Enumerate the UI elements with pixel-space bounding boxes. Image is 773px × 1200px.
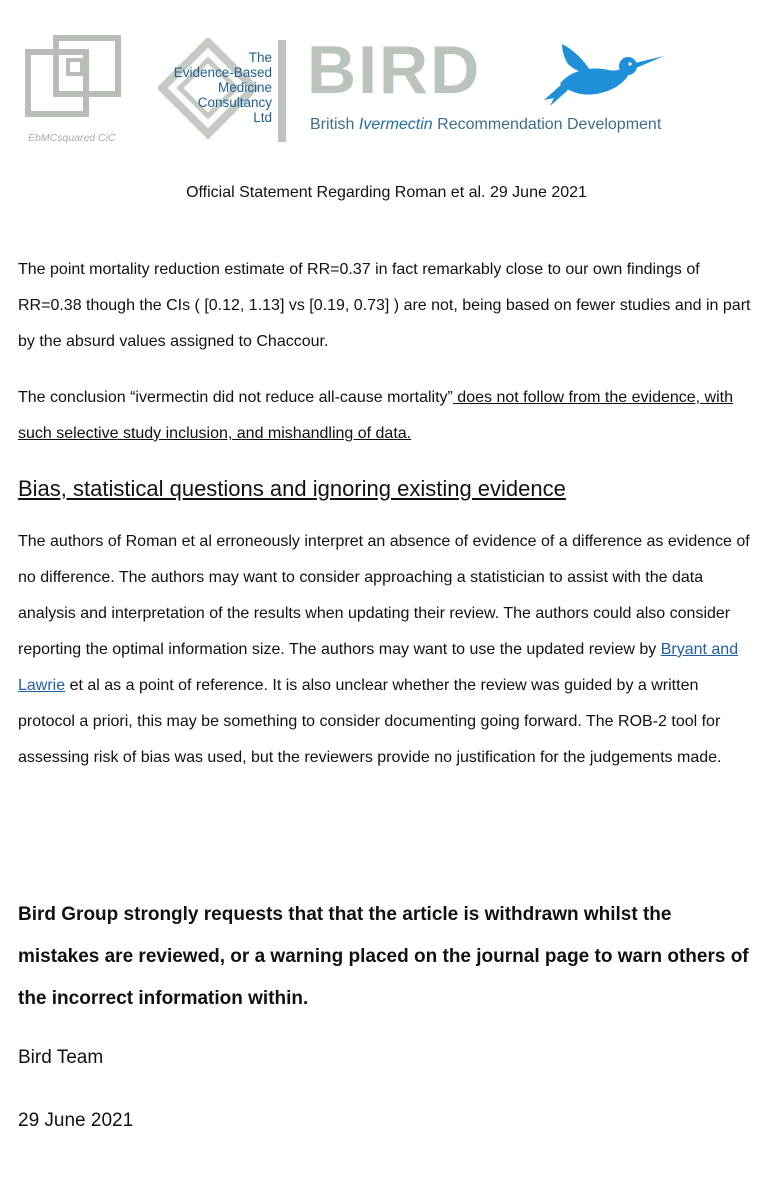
consultancy-name bbox=[158, 50, 272, 125]
bird-caption-pre: British bbox=[310, 116, 359, 133]
conclusion-quote: The conclusion “ivermectin did not reduce all-cause mortality” bbox=[18, 389, 453, 406]
withdrawal-request: Bird Group strongly requests that that the article is withdrawn whilst the mistakes are reviewed, or a warning placed on the journal page to warn others of the incorrect information within. bbox=[18, 904, 749, 1009]
paragraph-bias bbox=[18, 524, 758, 776]
squares-icon bbox=[24, 34, 124, 130]
consultancy-line: The bbox=[248, 50, 272, 65]
conclusion-rebuttal: does not follow from the evidence, with such selective study inclusion, and mishandling of data. bbox=[18, 389, 734, 442]
ebmcsquared-logo bbox=[24, 34, 144, 150]
paragraph-conclusion bbox=[18, 380, 758, 452]
bias-text-after-link: et al as a point of reference. It is also unclear whether the review was guided by a written protocol a priori, this may be something to consider documenting going forward. The ROB-2 tool for assessing risk of bias was used, but the reviewers provide no justification for the judgements made. bbox=[18, 677, 722, 766]
statement-title: Official Statement Regarding Roman et al. 29 June 2021 bbox=[186, 184, 587, 201]
consultancy-line: Ltd bbox=[253, 110, 272, 125]
section-heading: Bias, statistical questions and ignoring existing evidence bbox=[18, 476, 566, 501]
ebm-caption: EbMCsquared CiC bbox=[28, 132, 116, 144]
bird-wordmark: BIRD bbox=[307, 32, 482, 108]
bird-caption-ivermectin: Ivermectin bbox=[358, 116, 433, 133]
statement-date: 29 June 2021 bbox=[18, 1110, 134, 1131]
ebm-consultancy-logo bbox=[158, 38, 293, 150]
consultancy-line: Consultancy bbox=[197, 95, 272, 110]
logo-row bbox=[0, 0, 773, 160]
bryant-lawrie-link[interactable]: Bryant and Lawrie bbox=[18, 641, 739, 694]
bias-text-before-link: The authors of Roman et al erroneously interpret an absence of evidence of a difference as evidence of no difference. The authors may want to consider approaching a statistician to assist with the data analysis and interpretation of the results when updating their review. The authors could also consider reporting the optimal information size. The authors may want to use the updated review by bbox=[18, 533, 750, 658]
paragraph-mortality-estimate: The point mortality reduction estimate of RR=0.37 in fact remarkably close to our own findings of RR=0.38 though the CIs ( [0.12, 1.13] vs [0.19, 0.73] ) are not, being based on fewer studies and in part by the absurd values assigned to Chaccour. bbox=[18, 261, 751, 350]
bird-caption-post: Recommendation Development bbox=[432, 116, 662, 133]
consultancy-line: Medicine bbox=[217, 80, 272, 95]
consultancy-divider bbox=[278, 40, 286, 142]
signoff: Bird Team bbox=[18, 1047, 104, 1068]
hummingbird-icon bbox=[540, 40, 670, 110]
consultancy-line: Evidence-Based bbox=[173, 65, 272, 80]
bird-caption bbox=[310, 116, 661, 134]
